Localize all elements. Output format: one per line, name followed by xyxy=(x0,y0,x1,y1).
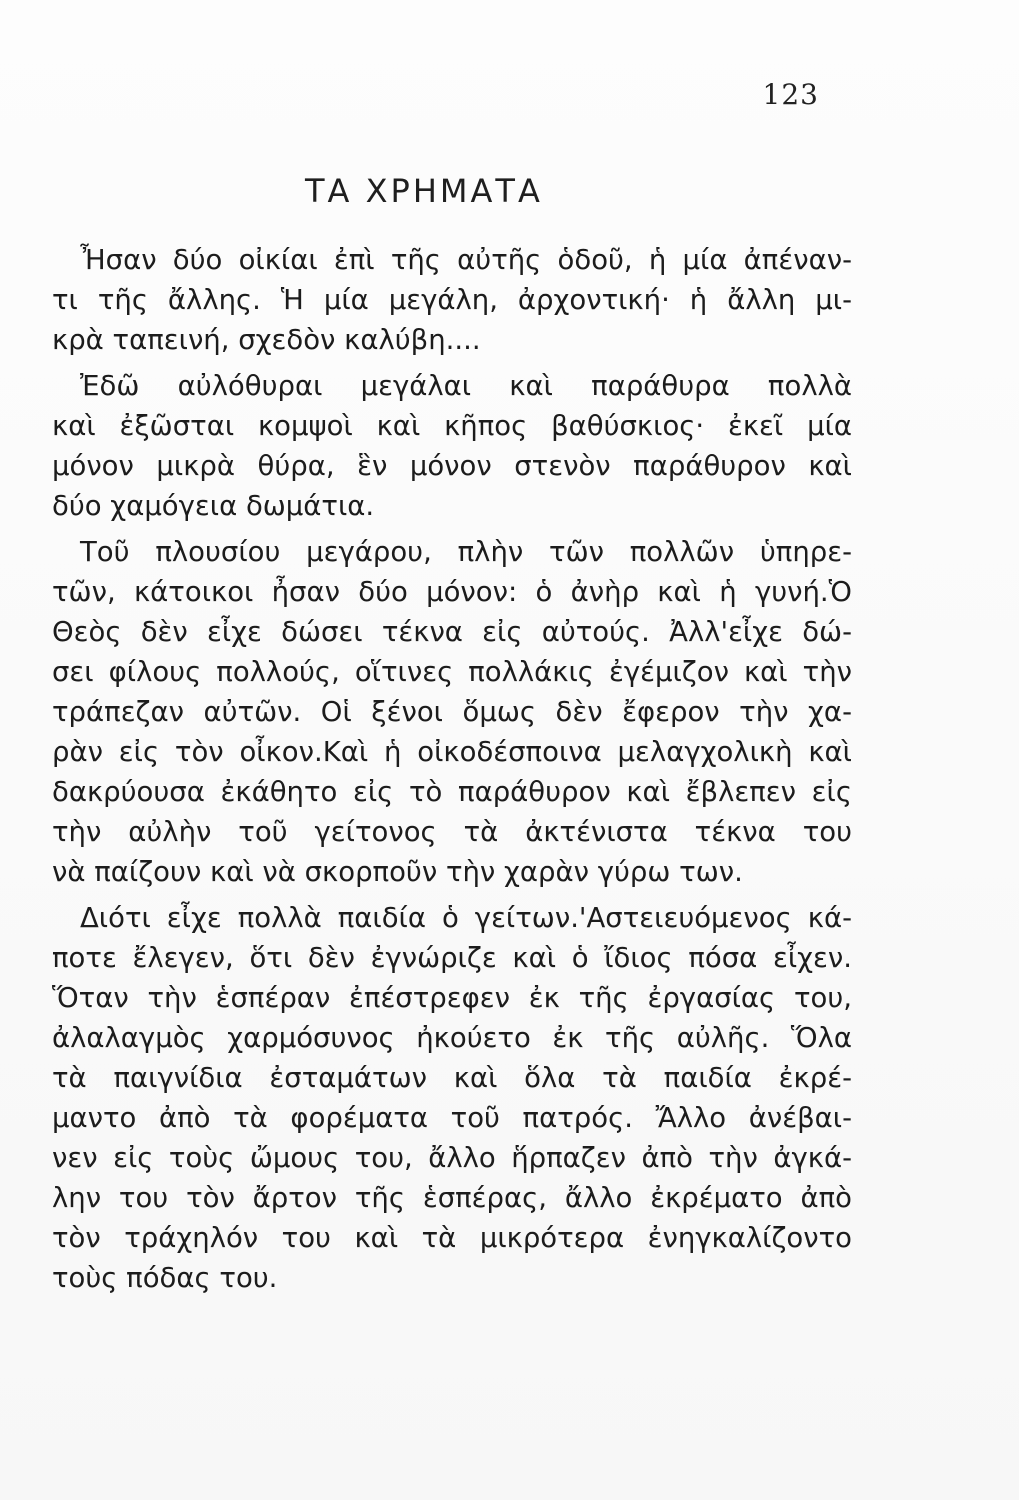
text-line: ρὰν εἰς τὸν οἶκον.Καὶ ἡ οἰκοδέσποινα μελαγχολικὴ καὶ xyxy=(52,736,852,768)
text-line: δύο χαμόγεια δωμάτια. xyxy=(52,490,375,522)
page-number: 123 xyxy=(762,78,819,111)
paragraph-2 xyxy=(52,366,852,526)
text-line: δακρύουσα ἐκάθητο εἰς τὸ παράθυρον καὶ ἔβλεπεν εἰς xyxy=(52,776,852,808)
text-line: Τοῦ πλουσίου μεγάρου, πλὴν τῶν πολλῶν ὑπηρε- xyxy=(80,536,852,568)
paragraph-3 xyxy=(52,532,852,892)
chapter-title: ΤΑ ΧΡΗΜΑΤΑ xyxy=(305,172,543,210)
text-line: νεν εἰς τοὺς ὤμους του, ἄλλο ἥρπαζεν ἀπὸ τὴν ἀγκά- xyxy=(52,1142,852,1174)
paragraph-1 xyxy=(52,240,852,360)
text-line: Διότι εἶχε πολλὰ παιδία ὁ γείτων.'Αστειευόμενος κά- xyxy=(80,902,852,934)
text-line: σει φίλους πολλούς, οἵτινες πολλάκις ἐγέμιζον καὶ τὴν xyxy=(52,656,852,688)
text-line: τὰ παιγνίδια ἐσταμάτων καὶ ὅλα τὰ παιδία ἐκρέ- xyxy=(52,1062,852,1094)
paragraph-4 xyxy=(52,898,852,1298)
text-line: τράπεζαν αὐτῶν. Οἱ ξένοι ὅμως δὲν ἔφερον τὴν χα- xyxy=(52,696,852,728)
text-line: λην του τὸν ἄρτον τῆς ἑσπέρας, ἄλλο ἐκρέματο ἀπὸ xyxy=(52,1182,852,1214)
text-line: ποτε ἔλεγεν, ὅτι δὲν ἐγνώριζε καὶ ὁ ἴδιος πόσα εἶχεν. xyxy=(52,942,852,974)
text-line: μαντο ἀπὸ τὰ φορέματα τοῦ πατρός. Ἄλλο ἀνέβαι- xyxy=(52,1102,852,1134)
text-line: Ἐδῶ αὐλόθυραι μεγάλαι καὶ παράθυρα πολλὰ xyxy=(80,370,852,402)
text-line: Ἦσαν δύο οἰκίαι ἐπὶ τῆς αὐτῆς ὁδοῦ, ἡ μία ἀπέναν- xyxy=(80,244,852,276)
text-line: τοὺς πόδας του. xyxy=(52,1262,278,1294)
text-line: τῶν, κάτοικοι ἦσαν δύο μόνον: ὁ ἀνὴρ καὶ ἡ γυνή.Ὁ xyxy=(52,576,852,608)
text-line: ἀλαλαγμὸς χαρμόσυνος ἠκούετο ἐκ τῆς αὐλῆς. Ὅλα xyxy=(52,1022,852,1054)
text-line: μόνον μικρὰ θύρα, ἓν μόνον στενὸν παράθυρον καὶ xyxy=(52,450,852,482)
body-text xyxy=(52,240,852,1298)
text-line: καὶ ἐξῶσται κομψοὶ καὶ κῆπος βαθύσκιος· ἐκεῖ μία xyxy=(52,410,852,442)
text-line: Θεὸς δὲν εἶχε δώσει τέκνα εἰς αὐτούς. Ἀλλ'εἶχε δώ- xyxy=(52,616,852,648)
text-line: τὴν αὐλὴν τοῦ γείτονος τὰ ἀκτένιστα τέκνα του xyxy=(52,816,852,848)
text-line: νὰ παίζουν καὶ νὰ σκορποῦν τὴν χαρὰν γύρω των. xyxy=(52,856,743,888)
text-line: τι τῆς ἄλλης. Ἡ μία μεγάλη, ἀρχοντική· ἡ ἄλλη μι- xyxy=(52,284,852,316)
text-line: κρὰ ταπεινή, σχεδὸν καλύβη.... xyxy=(52,324,481,356)
text-line: τὸν τράχηλόν του καὶ τὰ μικρότερα ἐνηγκαλίζοντο xyxy=(52,1222,852,1254)
text-line: Ὅταν τὴν ἑσπέραν ἐπέστρεφεν ἐκ τῆς ἐργασίας του, xyxy=(52,982,852,1014)
